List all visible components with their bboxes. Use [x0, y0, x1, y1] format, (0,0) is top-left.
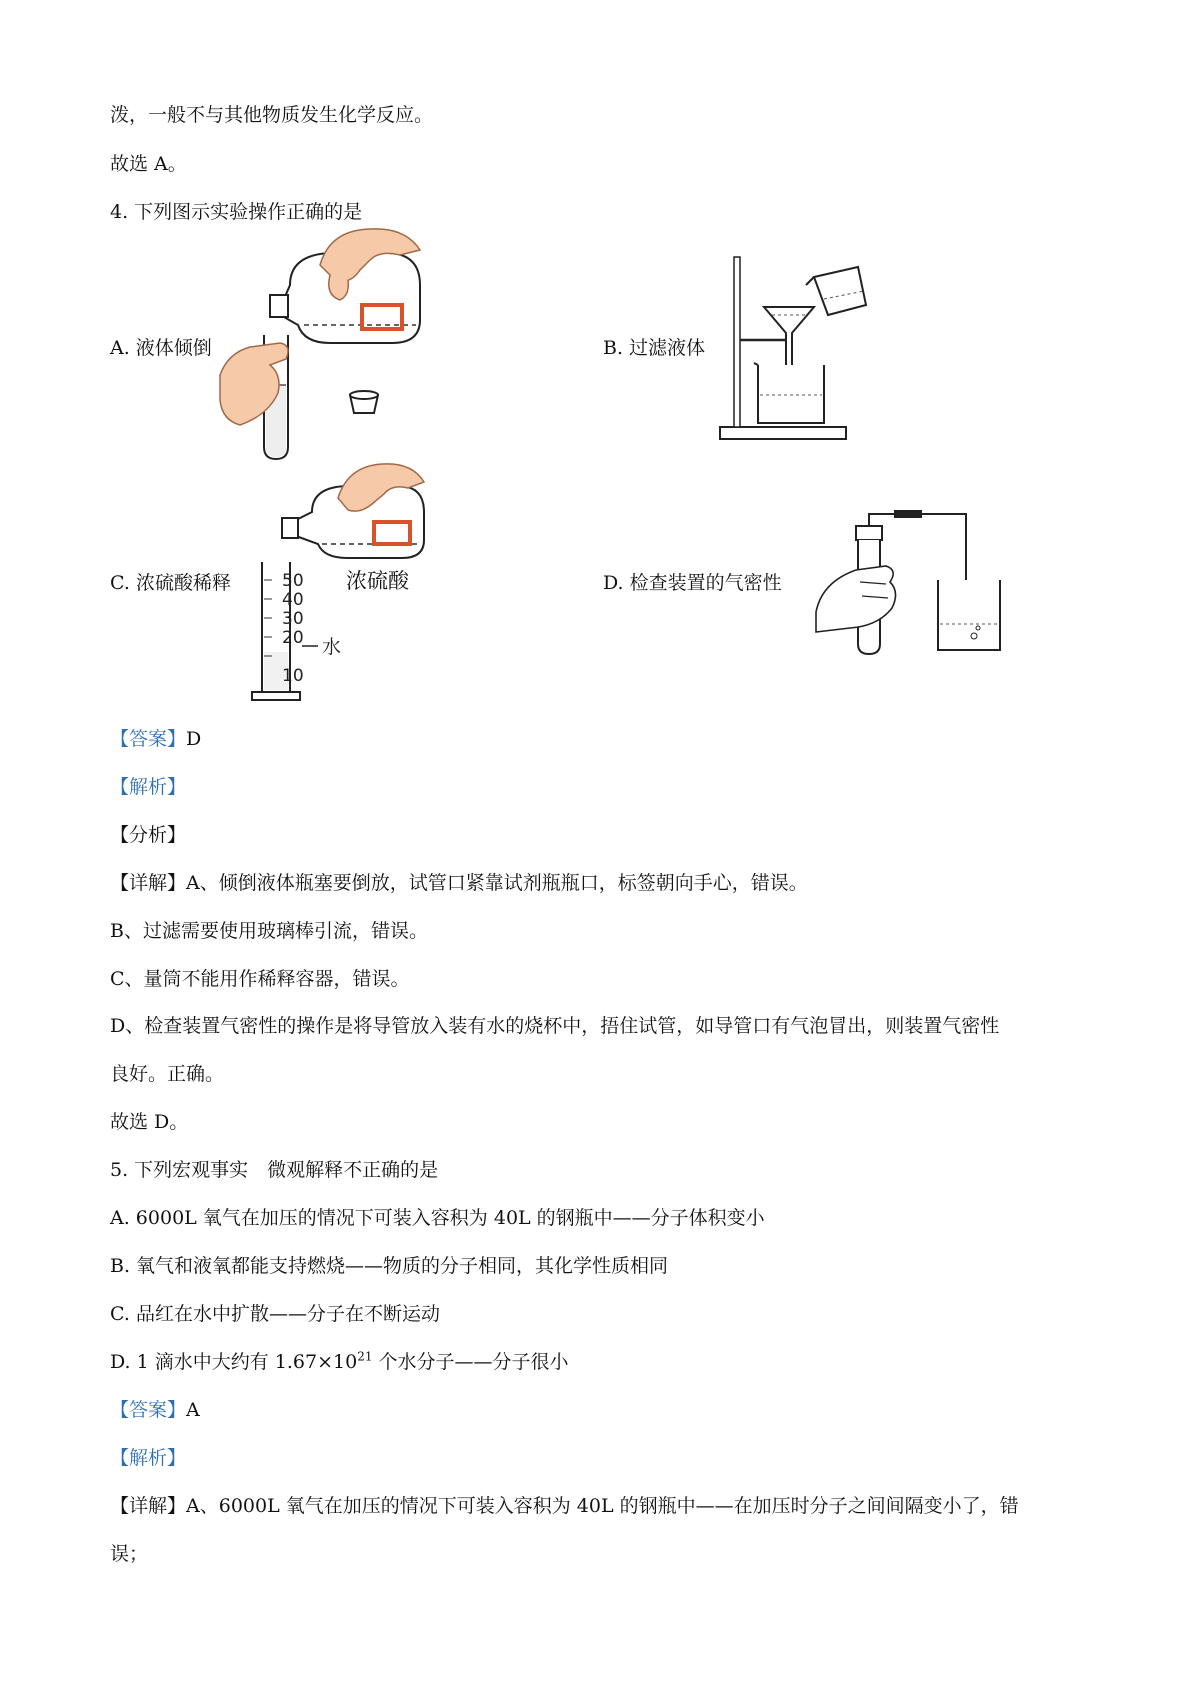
bottle-stopper-illustration — [350, 391, 378, 413]
detail-text: A、6000L 氧气在加压的情况下可装入容积为 40L 的钢瓶中——在加压时分子之间间隔变小了，错 — [186, 1495, 1019, 1517]
option-b-label: B. 过滤液体 — [603, 337, 706, 359]
hand-illustration — [816, 566, 896, 632]
figure-b-filtration — [716, 255, 876, 443]
water-label: 水 — [322, 636, 342, 658]
tick-label: 40 — [282, 590, 304, 610]
choose-line: 故选 D。 — [110, 1111, 189, 1133]
tick-label: 10 — [282, 666, 304, 686]
detail-line: 误； — [110, 1543, 149, 1565]
option-line: B. 氧气和液氧都能支持燃烧——物质的分子相同，其化学性质相同 — [110, 1255, 669, 1277]
fenxi-tag: 【分析】 — [110, 824, 187, 846]
answer-tag: 【答案】 — [110, 1399, 187, 1421]
detail-line: 良好。正确。 — [110, 1063, 225, 1085]
option-c-label: C. 浓硫酸稀释 — [110, 572, 231, 594]
detail-tag: 【详解】 — [110, 1495, 187, 1517]
option-text: 个水分子——分子很小 — [372, 1351, 569, 1373]
text-line: 故选 A。 — [110, 153, 187, 175]
cylinder-tick-labels — [282, 571, 304, 686]
option-d-label: D. 检查装置的气密性 — [603, 572, 782, 594]
acid-bottle-illustration — [282, 464, 424, 558]
acid-label: 浓硫酸 — [346, 569, 409, 593]
option-line: A. 6000L 氧气在加压的情况下可装入容积为 40L 的钢瓶中——分子体积变小 — [110, 1207, 765, 1229]
tick-label: 20 — [282, 628, 304, 648]
detail-text: A、倾倒液体瓶塞要倒放，试管口紧靠试剂瓶瓶口，标签朝向手心，错误。 — [186, 872, 808, 894]
question-4-title: 4. 下列图示实验操作正确的是 — [110, 201, 363, 223]
option-text: D. 1 滴水中大约有 1.67×10 — [110, 1351, 358, 1373]
tick-label: 50 — [282, 571, 304, 591]
text-line: 泼，一般不与其他物质发生化学反应。 — [110, 104, 434, 126]
answer-line — [110, 1397, 200, 1423]
figure-c-dilution — [252, 462, 432, 707]
detail-line: D、检查装置气密性的操作是将导管放入装有水的烧杯中，捂住试管，如导管口有气泡冒出，则装置气密性 — [110, 1015, 1000, 1037]
detail-line: B、过滤需要使用玻璃棒引流，错误。 — [110, 920, 428, 942]
figure-a-pouring-liquid — [220, 225, 440, 460]
option-line — [110, 1349, 569, 1375]
detail-line — [110, 1493, 1019, 1519]
pouring-beaker-illustration — [806, 267, 866, 315]
beaker-illustration — [938, 580, 1000, 650]
answer-value: A — [186, 1399, 200, 1421]
analysis-tag: 【解析】 — [110, 776, 187, 798]
question-5-title: 5. 下列宏观事实 微观解释不正确的是 — [110, 1159, 439, 1181]
option-a-label: A. 液体倾倒 — [110, 337, 212, 359]
detail-tag: 【详解】 — [110, 872, 187, 894]
analysis-tag: 【解析】 — [110, 1447, 187, 1469]
option-line: C. 品红在水中扩散——分子在不断运动 — [110, 1303, 440, 1325]
detail-line — [110, 870, 808, 896]
exponent: 21 — [357, 1349, 373, 1364]
receiving-beaker-illustration — [754, 363, 824, 423]
tick-label: 30 — [282, 609, 304, 629]
detail-line: C、量筒不能用作稀释容器，错误。 — [110, 968, 410, 990]
answer-tag: 【答案】 — [110, 728, 187, 750]
answer-value: D — [186, 728, 202, 750]
answer-line — [110, 726, 201, 752]
figure-d-airtightness — [816, 512, 1006, 660]
